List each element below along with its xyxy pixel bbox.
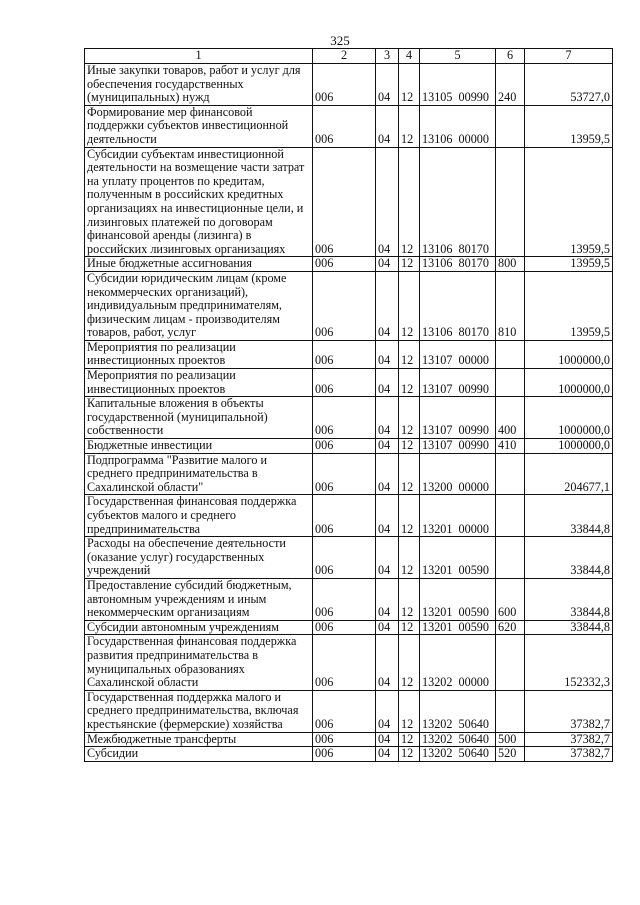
budget-table <box>84 48 613 762</box>
row-code-expense-type: 620 <box>496 620 525 635</box>
row-code-expense-type <box>496 147 525 257</box>
row-code-section: 04 <box>376 271 399 340</box>
row-amount: 33844,8 <box>525 495 613 537</box>
row-code-expense-type <box>496 453 525 495</box>
row-name: Субсидии субъектам инвестиционной деятельности на возмещение части затрат на уплату процентов по кредитам, полученным в российских кредитных организациях на инвестиционные цели, и лизинговых платежей по договорам финансовой аренды (лизинга) в российских лизинговых организациях <box>85 147 313 257</box>
row-code-subsection: 12 <box>399 620 420 635</box>
page-number: 325 <box>330 33 350 48</box>
row-code-admin: 006 <box>313 105 376 147</box>
row-code-admin: 006 <box>313 340 376 368</box>
row-amount: 37382,7 <box>525 690 613 732</box>
row-code-admin: 006 <box>313 439 376 454</box>
row-amount: 1000000,0 <box>525 369 613 397</box>
table-row <box>85 340 613 368</box>
row-code-expense-type <box>496 537 525 579</box>
row-name: Мероприятия по реализации инвестиционных проектов <box>85 340 313 368</box>
row-name: Бюджетные инвестиции <box>85 439 313 454</box>
row-code-subsection: 12 <box>399 257 420 272</box>
row-code-subsection: 12 <box>399 271 420 340</box>
row-name: Подпрограмма "Развитие малого и среднего предпринимательства в Сахалинской области" <box>85 453 313 495</box>
row-name: Субсидии юридическим лицам (кроме некоммерческих организаций), индивидуальным предпринимателям, физическим лицам - производителям товаров, работ, услуг <box>85 271 313 340</box>
row-code-section: 04 <box>376 105 399 147</box>
row-code-target: 13106 80170 <box>420 147 496 257</box>
row-amount: 13959,5 <box>525 271 613 340</box>
row-code-target: 13106 00000 <box>420 105 496 147</box>
row-code-subsection: 12 <box>399 732 420 747</box>
row-code-subsection: 12 <box>399 340 420 368</box>
header-row <box>85 49 613 64</box>
row-code-target: 13106 80170 <box>420 257 496 272</box>
row-code-section: 04 <box>376 747 399 762</box>
row-amount: 1000000,0 <box>525 340 613 368</box>
row-code-target: 13201 00590 <box>420 578 496 620</box>
row-name: Предоставление субсидий бюджетным, автономным учреждениям и иным некоммерческим организациям <box>85 578 313 620</box>
row-code-target: 13201 00590 <box>420 537 496 579</box>
row-code-admin: 006 <box>313 397 376 439</box>
row-code-section: 04 <box>376 635 399 690</box>
row-code-subsection: 12 <box>399 690 420 732</box>
row-code-subsection: 12 <box>399 369 420 397</box>
row-amount: 1000000,0 <box>525 439 613 454</box>
table-row <box>85 495 613 537</box>
row-amount: 33844,8 <box>525 620 613 635</box>
row-code-subsection: 12 <box>399 578 420 620</box>
row-code-expense-type: 520 <box>496 747 525 762</box>
column-header-6: 6 <box>496 49 525 64</box>
row-code-admin: 006 <box>313 747 376 762</box>
row-name: Субсидии автономным учреждениям <box>85 620 313 635</box>
row-name: Формирование мер финансовой поддержки субъектов инвестиционной деятельности <box>85 105 313 147</box>
row-amount: 152332,3 <box>525 635 613 690</box>
table-row <box>85 747 613 762</box>
column-header-4: 4 <box>399 49 420 64</box>
row-name: Межбюджетные трансферты <box>85 732 313 747</box>
row-code-expense-type <box>496 635 525 690</box>
row-code-section: 04 <box>376 690 399 732</box>
row-code-target: 13107 00990 <box>420 439 496 454</box>
row-code-expense-type: 400 <box>496 397 525 439</box>
table-row <box>85 369 613 397</box>
row-code-expense-type: 800 <box>496 257 525 272</box>
table-row <box>85 635 613 690</box>
row-code-section: 04 <box>376 397 399 439</box>
row-code-section: 04 <box>376 620 399 635</box>
row-code-admin: 006 <box>313 147 376 257</box>
row-code-subsection: 12 <box>399 537 420 579</box>
column-header-5: 5 <box>420 49 496 64</box>
row-code-subsection: 12 <box>399 397 420 439</box>
row-code-admin: 006 <box>313 620 376 635</box>
row-code-target: 13201 00590 <box>420 620 496 635</box>
column-header-2: 2 <box>313 49 376 64</box>
table-row <box>85 439 613 454</box>
row-amount: 204677,1 <box>525 453 613 495</box>
row-name: Субсидии <box>85 747 313 762</box>
row-code-admin: 006 <box>313 369 376 397</box>
row-name: Иные бюджетные ассигнования <box>85 257 313 272</box>
row-code-expense-type: 240 <box>496 64 525 106</box>
row-code-section: 04 <box>376 340 399 368</box>
row-code-expense-type: 600 <box>496 578 525 620</box>
row-code-target: 13107 00990 <box>420 397 496 439</box>
table-row <box>85 105 613 147</box>
row-code-expense-type: 500 <box>496 732 525 747</box>
row-code-expense-type <box>496 369 525 397</box>
row-amount: 1000000,0 <box>525 397 613 439</box>
row-code-expense-type: 810 <box>496 271 525 340</box>
row-code-target: 13107 00990 <box>420 369 496 397</box>
row-code-section: 04 <box>376 578 399 620</box>
row-name: Государственная финансовая поддержка развития предпринимательства в муниципальных образованиях Сахалинской области <box>85 635 313 690</box>
table-row <box>85 271 613 340</box>
table-row <box>85 690 613 732</box>
row-amount: 53727,0 <box>525 64 613 106</box>
table-row <box>85 397 613 439</box>
column-header-3: 3 <box>376 49 399 64</box>
table-row <box>85 147 613 257</box>
row-code-section: 04 <box>376 257 399 272</box>
table-row <box>85 537 613 579</box>
row-code-admin: 006 <box>313 64 376 106</box>
row-code-section: 04 <box>376 537 399 579</box>
table-row <box>85 453 613 495</box>
row-code-section: 04 <box>376 453 399 495</box>
row-name: Капитальные вложения в объекты государственной (муниципальной) собственности <box>85 397 313 439</box>
row-code-admin: 006 <box>313 257 376 272</box>
row-code-subsection: 12 <box>399 147 420 257</box>
column-header-7: 7 <box>525 49 613 64</box>
row-code-section: 04 <box>376 439 399 454</box>
row-amount: 13959,5 <box>525 257 613 272</box>
row-name: Расходы на обеспечение деятельности (оказание услуг) государственных учреждений <box>85 537 313 579</box>
row-code-target: 13107 00000 <box>420 340 496 368</box>
row-code-admin: 006 <box>313 271 376 340</box>
row-name: Иные закупки товаров, работ и услуг для обеспечения государственных (муниципальных) нужд <box>85 64 313 106</box>
row-amount: 13959,5 <box>525 105 613 147</box>
row-amount: 13959,5 <box>525 147 613 257</box>
row-code-subsection: 12 <box>399 439 420 454</box>
row-code-section: 04 <box>376 495 399 537</box>
row-code-admin: 006 <box>313 690 376 732</box>
table-row <box>85 257 613 272</box>
row-code-expense-type: 410 <box>496 439 525 454</box>
row-code-target: 13201 00000 <box>420 495 496 537</box>
row-code-section: 04 <box>376 147 399 257</box>
table-row <box>85 578 613 620</box>
row-code-subsection: 12 <box>399 105 420 147</box>
row-amount: 37382,7 <box>525 732 613 747</box>
row-code-subsection: 12 <box>399 64 420 106</box>
row-code-admin: 006 <box>313 732 376 747</box>
row-code-admin: 006 <box>313 495 376 537</box>
row-code-target: 13200 00000 <box>420 453 496 495</box>
row-code-subsection: 12 <box>399 495 420 537</box>
row-code-section: 04 <box>376 369 399 397</box>
row-code-admin: 006 <box>313 578 376 620</box>
row-code-target: 13202 00000 <box>420 635 496 690</box>
column-header-1: 1 <box>85 49 313 64</box>
row-name: Государственная финансовая поддержка субъектов малого и среднего предпринимательства <box>85 495 313 537</box>
row-name: Мероприятия по реализации инвестиционных проектов <box>85 369 313 397</box>
row-amount: 33844,8 <box>525 537 613 579</box>
row-code-target: 13202 50640 <box>420 747 496 762</box>
row-amount: 37382,7 <box>525 747 613 762</box>
row-name: Государственная поддержка малого и среднего предпринимательства, включая крестьянские (фермерские) хозяйства <box>85 690 313 732</box>
row-code-admin: 006 <box>313 537 376 579</box>
row-code-expense-type <box>496 340 525 368</box>
table-row <box>85 620 613 635</box>
table-row <box>85 732 613 747</box>
row-code-subsection: 12 <box>399 747 420 762</box>
row-code-target: 13202 50640 <box>420 690 496 732</box>
row-code-section: 04 <box>376 64 399 106</box>
row-code-target: 13105 00990 <box>420 64 496 106</box>
row-code-admin: 006 <box>313 635 376 690</box>
row-code-section: 04 <box>376 732 399 747</box>
row-code-expense-type <box>496 105 525 147</box>
row-code-subsection: 12 <box>399 635 420 690</box>
row-code-target: 13202 50640 <box>420 732 496 747</box>
row-code-expense-type <box>496 690 525 732</box>
table-body <box>85 64 613 762</box>
row-code-target: 13106 80170 <box>420 271 496 340</box>
row-amount: 33844,8 <box>525 578 613 620</box>
row-code-expense-type <box>496 495 525 537</box>
row-code-admin: 006 <box>313 453 376 495</box>
row-code-subsection: 12 <box>399 453 420 495</box>
table-row <box>85 64 613 106</box>
